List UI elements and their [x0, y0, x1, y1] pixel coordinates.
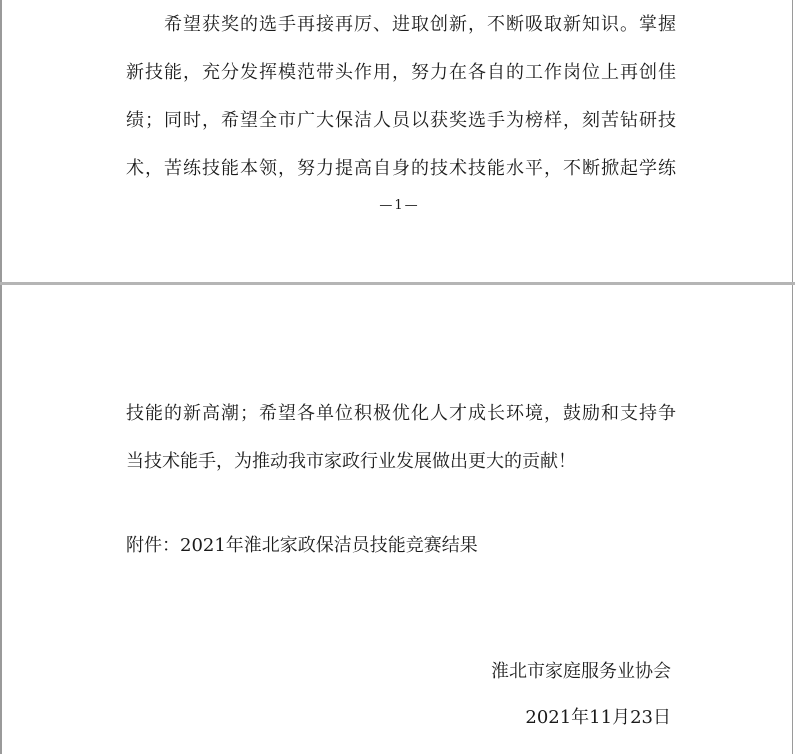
document-page-1: [0, 0, 793, 282]
paragraph-line: 绩；同时，希望全市广大保洁人员以获奖选手为榜样，刻苦钻研技: [126, 110, 676, 131]
paragraph-line: 希望获奖的选手再接再厉、进取创新，不断吸取新知识。掌握: [164, 14, 676, 35]
signature-organization: 淮北市家庭服务业协会: [491, 661, 671, 682]
paragraph-line: 当技术能手，为推动我市家政行业发展做出更大的贡献！: [126, 451, 576, 472]
paragraph-line: 新技能，充分发挥模范带头作用，努力在各自的工作岗位上再创佳: [126, 62, 676, 83]
paragraph-line: 技能的新高潮；希望各单位积极优化人才成长环境，鼓励和支持争: [126, 403, 676, 424]
paragraph-line: 术，苦练技能本领，努力提高自身的技术技能水平，不断掀起学练: [126, 158, 676, 179]
attachment-line: 附件：2021年淮北家政保洁员技能竞赛结果: [126, 535, 478, 556]
document-page-2: [0, 285, 793, 754]
page-number: —1—: [379, 198, 420, 213]
signature-date: 2021年11月23日: [525, 707, 671, 728]
